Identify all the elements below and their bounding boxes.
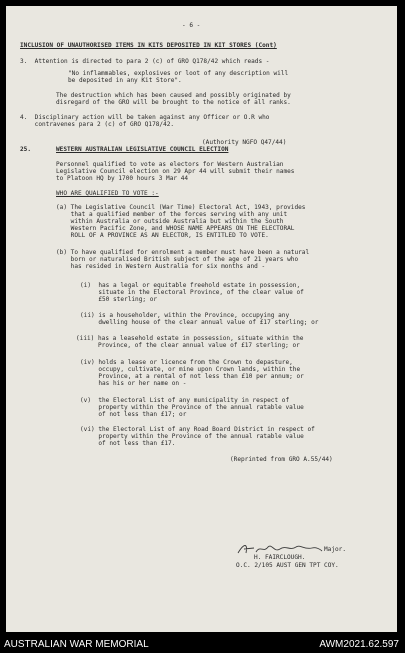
item-iv: (iv) holds a lease or licence from the Crown to depasture,	[80, 359, 293, 366]
authority-note: (Authority NGFO Q47/44)	[202, 139, 287, 146]
intro-line: Legislative Council election on 29 Apr 44 will submit their names	[56, 168, 295, 175]
section-title-wa-election: WESTERN AUSTRALIAN LEGISLATIVE COUNCIL ELECTION	[56, 146, 229, 153]
item-v: (v) the Electoral List of any municipality in respect of	[80, 397, 290, 404]
para-a: (a) The Legislative Council (War Time) Electoral Act, 1943, provides	[56, 204, 306, 211]
item-iii: (iii) has a leasehold estate in possession, situate within the	[76, 335, 304, 342]
reprinted-note: (Reprinted from GRO A.55/44)	[230, 456, 333, 463]
item-v: property within the Province of the annual ratable value	[80, 404, 304, 411]
para-b: (b) To have qualified for enrolment a member must have been a natural	[56, 249, 310, 256]
destruction-line: The destruction which has been caused and possibly originated by	[56, 92, 291, 99]
para-a: ROLL OF A PROVINCE AS AN ELECTOR, IS ENTITLED TO VOTE.	[56, 232, 269, 239]
document-page	[6, 6, 397, 632]
item-iv: has his or her name on -	[80, 380, 187, 387]
item-ii: dwelling house of the clear annual value of £17 sterling; or	[80, 319, 319, 326]
item-vi: property within the Province of the annual ratable value	[80, 433, 304, 440]
para-a: Western Pacific Zone, and WHOSE NAME APPEARS ON THE ELECTORAL	[56, 225, 295, 232]
item-vi: (vi) the Electoral List of any Road Board District in respect of	[80, 426, 315, 433]
para-a: that a qualified member of the forces serving with any unit	[56, 211, 288, 218]
para-4: contravenes para 2 (c) of GRO Q178/42.	[20, 121, 175, 128]
para-b: has resided in Western Australia for six months and -	[56, 263, 266, 270]
item-iii: Province, of the clear annual value of £17 sterling; or	[76, 342, 300, 349]
archive-name: AUSTRALIAN WAR MEMORIAL	[4, 639, 149, 650]
item-v: of not less than £17; or	[80, 411, 187, 418]
item-i: £50 sterling; or	[80, 296, 158, 303]
para-b: born or naturalised British subject of the age of 21 years who	[56, 256, 299, 263]
signature-rank: Major.	[324, 546, 347, 553]
item-iv: occupy, cultivate, or mine upon Crown lands, within the	[80, 366, 301, 373]
page-number: - 6 -	[182, 22, 201, 29]
signature-name: H. FAIRCLOUGH.	[254, 554, 306, 561]
archive-reference: AWM2021.62.597	[319, 639, 399, 650]
quote-line: "No inflammables, explosives or loot of any description will	[68, 70, 289, 77]
item-iv: Province, at a rental of not less than £10 per annum; or	[80, 373, 304, 380]
item-vi: of not less than £17.	[80, 440, 176, 447]
item-ii: (ii) is a householder, within the Province, occupying any	[80, 312, 290, 319]
item-i: situate in the Electoral Province, of the clear value of	[80, 289, 304, 296]
quote-line: be deposited in any Kit Store".	[68, 77, 182, 84]
intro-line: to Platoon HQ by 1700 hours 3 Mar 44	[56, 175, 189, 182]
archive-footer	[0, 636, 405, 653]
para-a: within Australia or outside Australia but within the South	[56, 218, 284, 225]
signature-unit: O.C. 2/105 AUST GEN TPT COY.	[236, 562, 339, 569]
para-3: 3. Attention is directed to para 2 (c) of GRO Q178/42 which reads -	[20, 58, 270, 65]
section-number: 25.	[20, 146, 32, 153]
para-4: 4. Disciplinary action will be taken against any Officer or O.R who	[20, 114, 270, 121]
intro-line: Personnel qualified to vote as electors for Western Australian	[56, 161, 284, 168]
item-i: (i) has a legal or equitable freehold estate in possession,	[80, 282, 301, 289]
who-qualified-heading: WHO ARE QUALIFIED TO VOTE :-	[56, 190, 159, 197]
destruction-line: disregard of the GRO will be brought to the notice of all ranks.	[56, 99, 291, 106]
section-heading-kit-stores: INCLUSION OF UNAUTHORISED ITEMS IN KITS DEPOSITED IN KIT STORES (Cont)	[20, 42, 277, 49]
